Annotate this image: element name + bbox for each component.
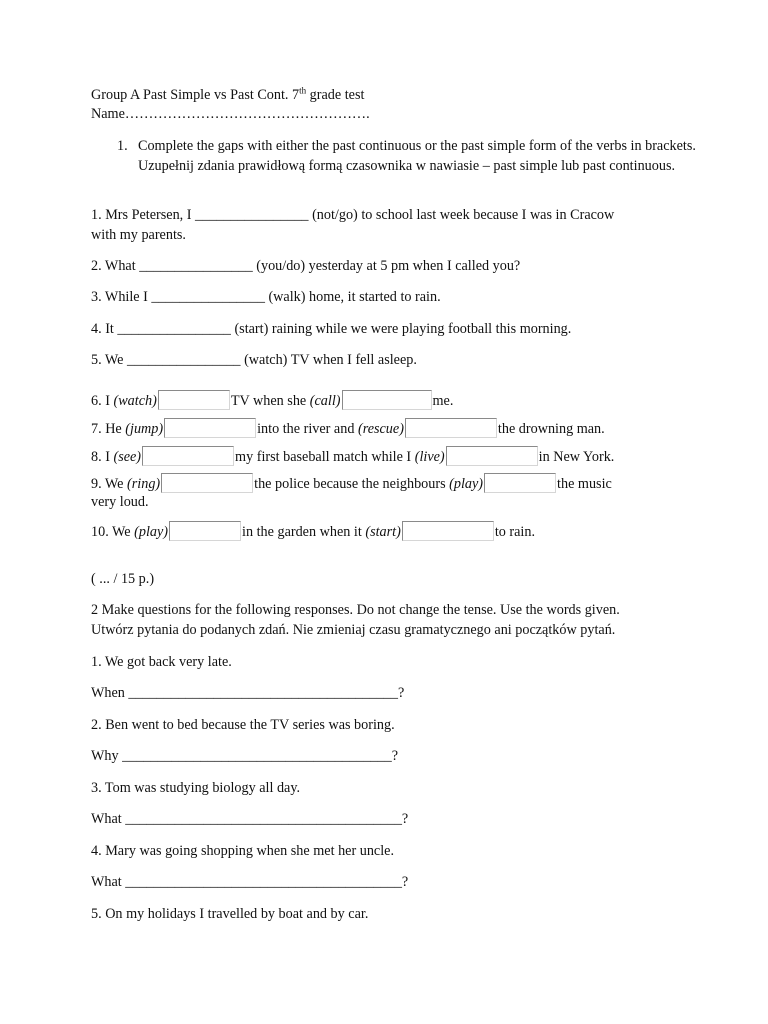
name-line: Name……………………………………………. [91,106,370,122]
exercise-2-sentence-5: 5. On my holidays I travelled by boat and by car. [91,906,369,922]
exercise-2-sentence-3: 3. Tom was studying biology all day. [91,780,301,796]
exercise-2-sentence-4: 4. Mary was going shopping when she met her uncle. [91,843,395,859]
exercise-2-sentence-2: 2. Ben went to bed because the TV series was boring. [91,717,395,733]
answer-field[interactable] [342,390,432,410]
exercise-1-item-9-cont: very loud. [91,494,149,510]
exercise-2-instruction-pl: Utwórz pytania do podanych zdań. Nie zmieniaj czasu gramatycznego ani początków pytań. [91,622,616,638]
answer-field[interactable] [161,473,253,493]
exercise-2-sentence-1: 1. We got back very late. [91,654,232,670]
page-title: Group A Past Simple vs Past Cont. 7th grade test [91,85,365,103]
exercise-1-instruction: Complete the gaps with either the past continuous or the past simple form of the verbs in brackets. Uzupełnij zdania prawidłową formą czasownika w nawiasie – past simple lub past continuous. [138,138,696,174]
exercise-1-item-1: 1. Mrs Petersen, I ________________ (not/go) to school last week because I was in Cracow [91,207,615,223]
answer-field[interactable] [484,473,556,493]
answer-field[interactable] [405,418,497,438]
exercise-2-instruction: 2 Make questions for the following responses. Do not change the tense. Use the words given. [91,602,620,618]
exercise-2-prompt-1: When ______________________________________? [91,685,405,701]
exercise-1-item-3: 3. While I ________________ (walk) home, it started to rain. [91,289,441,305]
exercise-1-item-10: 10. We (play) in the garden when it (start) to rain. [91,521,535,542]
exercise-2-prompt-4: What _______________________________________? [91,874,409,890]
exercise-1-item-2: 2. What ________________ (you/do) yesterday at 5 pm when I called you? [91,258,521,274]
exercise-1-item-1-cont: with my parents. [91,227,186,243]
score-line: ( ... / 15 p.) [91,571,155,587]
answer-field[interactable] [158,390,230,410]
exercise-1-item-9: 9. We (ring) the police because the neighbours (play) the music [91,473,612,494]
answer-field[interactable] [169,521,241,541]
answer-field[interactable] [446,446,538,466]
answer-field[interactable] [142,446,234,466]
exercise-1-number: 1. [117,138,128,154]
exercise-1-item-5: 5. We ________________ (watch) TV when I fell asleep. [91,352,417,368]
answer-field[interactable] [164,418,256,438]
exercise-1-item-6: 6. I (watch) TV when she (call) me. [91,390,453,411]
exercise-2-prompt-2: Why ______________________________________? [91,748,398,764]
exercise-1-item-4: 4. It ________________ (start) raining while we were playing football this morning. [91,321,572,337]
exercise-1-item-8: 8. I (see) my first baseball match while I (live) in New York. [91,446,614,467]
exercise-2-prompt-3: What _______________________________________? [91,811,409,827]
exercise-1-item-7: 7. He (jump) into the river and (rescue) the drowning man. [91,418,605,439]
answer-field[interactable] [402,521,494,541]
